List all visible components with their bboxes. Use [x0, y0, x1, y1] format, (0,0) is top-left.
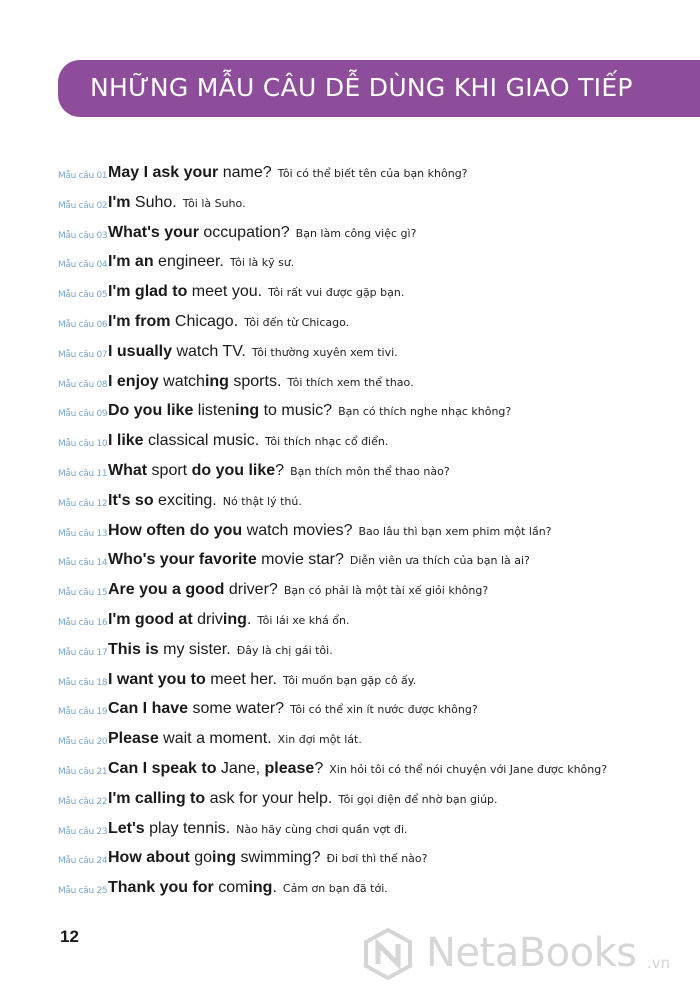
english-sentence [108, 224, 290, 241]
english-sentence [108, 462, 284, 479]
sentence-text [108, 700, 478, 718]
sentence-number: Mẫu câu 10 [58, 439, 108, 450]
key-phrase: I'm glad to [108, 283, 188, 301]
sentence-number: Mẫu câu 05 [58, 290, 108, 301]
sentence-number: Mẫu câu 12 [58, 498, 108, 509]
sentence-number: Mẫu câu 13 [58, 528, 108, 539]
english-sentence [108, 283, 262, 300]
sentence-row [0, 371, 700, 401]
sentence-text [108, 760, 607, 778]
vietnamese-translation: Tôi rất vui được gặp bạn. [268, 286, 405, 300]
key-phrase: Do you like [108, 402, 194, 420]
sentence-row [0, 520, 700, 550]
sentence-text [108, 224, 416, 242]
sentence-row [0, 281, 700, 311]
english-sentence [108, 820, 230, 837]
vietnamese-translation: Tôi lái xe khá ổn. [257, 613, 350, 627]
sentence-text [108, 283, 404, 301]
key-phrase: How often do you [108, 521, 243, 539]
key-phrase: Please [108, 730, 159, 748]
vietnamese-translation: Tôi có thể xin ít nước được không? [290, 703, 478, 717]
sentence-row [0, 341, 700, 371]
sentence-text [108, 253, 294, 271]
english-sentence [108, 700, 284, 717]
sentence-text [108, 313, 349, 331]
sentence-row [0, 251, 700, 281]
english-sentence [108, 313, 238, 330]
key-phrase: ing [212, 849, 237, 867]
key-phrase: ing [204, 372, 229, 390]
sentence-fragment: exciting. [153, 491, 217, 509]
sentence-text [108, 849, 428, 867]
vietnamese-translation: Tôi là kỹ sư. [229, 256, 295, 270]
english-sentence [108, 194, 177, 211]
sentence-number: Mẫu câu 03 [58, 230, 108, 241]
key-phrase: ing [248, 879, 273, 897]
sentence-fragment: driver? [224, 581, 278, 599]
sentence-number: Mẫu câu 04 [58, 260, 108, 271]
sentence-row [0, 847, 700, 877]
english-sentence [108, 611, 251, 628]
sentence-text [108, 879, 388, 897]
key-phrase: What's your [108, 223, 199, 241]
vietnamese-translation: Bạn có thích nghe nhạc không? [338, 405, 512, 419]
vietnamese-translation: Tôi thường xuyên xem tivi. [251, 345, 398, 359]
sentence-row [0, 639, 700, 669]
key-phrase: It's so [108, 491, 154, 509]
sentence-fragment: . [246, 610, 252, 628]
english-sentence [108, 343, 246, 360]
key-phrase: I'm calling to [108, 789, 206, 807]
vietnamese-translation: Tôi thích nhạc cổ điển. [265, 435, 389, 449]
sentence-fragment: engineer. [153, 253, 224, 271]
sentence-text [108, 551, 530, 569]
sentence-number: Mẫu câu 09 [58, 409, 108, 420]
sentence-text [108, 522, 552, 540]
sentence-fragment: sports. [228, 372, 282, 390]
sentence-fragment: name? [218, 164, 272, 181]
sentence-text [108, 164, 468, 182]
sentence-row [0, 818, 700, 848]
english-sentence [108, 522, 352, 539]
sentence-number: Mẫu câu 19 [58, 707, 108, 718]
sentence-fragment: driv [192, 610, 223, 628]
sentence-fragment: ask for your help. [205, 789, 333, 807]
sentence-text [108, 194, 246, 212]
sentence-text [108, 790, 498, 808]
publisher-logo [362, 924, 692, 988]
english-sentence [108, 164, 272, 181]
sentence-number: Mẫu câu 02 [58, 200, 108, 211]
english-sentence [108, 551, 344, 568]
sentence-number: Mẫu câu 01 [58, 171, 108, 181]
sentence-row [0, 162, 700, 192]
sentence-row [0, 609, 700, 639]
sentence-fragment: ? [314, 759, 324, 777]
sentence-fragment: Chicago. [170, 312, 239, 330]
sentence-number: Mẫu câu 14 [58, 558, 108, 569]
sentence-text [108, 462, 450, 480]
vietnamese-translation: Bạn thích môn thể thao nào? [290, 464, 450, 478]
english-sentence [108, 730, 272, 747]
key-phrase: ing [222, 610, 247, 628]
key-phrase: I want you to [108, 670, 206, 688]
sentence-fragment: some water? [188, 700, 285, 718]
sentence-row [0, 579, 700, 609]
sentence-number: Mẫu câu 08 [58, 379, 108, 390]
english-sentence [108, 581, 278, 598]
sentence-number: Mẫu câu 22 [58, 796, 108, 807]
vietnamese-translation: Bạn có phải là một tài xế giỏi không? [283, 584, 489, 598]
vietnamese-translation: Xin đợi một lát. [277, 733, 362, 747]
sentence-fragment: my sister. [158, 640, 231, 658]
sentence-fragment: movie star? [256, 551, 344, 569]
sentence-row [0, 788, 700, 818]
sentence-text [108, 343, 398, 361]
sentence-number: Mẫu câu 17 [58, 647, 108, 658]
key-phrase: I enjoy [108, 372, 159, 390]
sentence-text [108, 432, 388, 450]
sentence-number: Mẫu câu 15 [58, 588, 108, 599]
sentence-fragment: play tennis. [144, 819, 231, 837]
sentence-number: Mẫu câu 16 [58, 617, 108, 628]
key-phrase: Thank you for [108, 879, 214, 897]
logo-text: NetaBooks [426, 930, 637, 976]
key-phrase: This is [108, 640, 159, 658]
sentence-row [0, 460, 700, 490]
sentence-row [0, 490, 700, 520]
sentence-row [0, 698, 700, 728]
sentence-fragment: watch movies? [242, 521, 353, 539]
sentence-fragment: . [272, 879, 277, 897]
vietnamese-translation: Nó thật lý thú. [222, 494, 302, 508]
english-sentence [108, 373, 281, 390]
english-sentence [108, 641, 231, 658]
page-number: 12 [60, 927, 79, 946]
sentence-number: Mẫu câu 23 [58, 826, 108, 837]
key-phrase: I'm an [108, 253, 154, 271]
sentence-number: Mẫu câu 21 [58, 766, 108, 777]
key-phrase: please [264, 759, 315, 777]
key-phrase: I'm from [108, 312, 171, 330]
key-phrase: I'm [108, 193, 131, 211]
sentence-number: Mẫu câu 06 [58, 319, 108, 330]
sentence-text [108, 820, 408, 838]
page-title: NHỮNG MẪU CÂU DỄ DÙNG KHI GIAO TIẾP [90, 73, 633, 102]
vietnamese-translation: Đi bơi thì thế nào? [326, 852, 428, 866]
sentence-list [0, 162, 700, 907]
sentence-fragment: Suho. [130, 193, 177, 211]
sentence-row [0, 222, 700, 252]
key-phrase: ing [235, 402, 260, 420]
netabooks-logo-icon [362, 928, 414, 980]
sentence-fragment: go [189, 849, 213, 867]
sentence-fragment: ? [275, 461, 285, 479]
sentence-row [0, 728, 700, 758]
english-sentence [108, 492, 217, 509]
sentence-fragment: classical music. [143, 432, 260, 450]
sentence-fragment: watch [158, 372, 205, 390]
english-sentence [108, 849, 320, 866]
sentence-row [0, 430, 700, 460]
key-phrase: How about [108, 849, 190, 867]
sentence-text [108, 641, 333, 659]
sentence-row [0, 400, 700, 430]
vietnamese-translation: Tôi thích xem thể thao. [287, 375, 414, 389]
key-phrase: I usually [108, 342, 173, 360]
sentence-text [108, 373, 414, 391]
sentence-text [108, 671, 416, 689]
key-phrase: Who's your favorite [108, 551, 257, 569]
sentence-number: Mẫu câu 07 [58, 349, 108, 360]
sentence-fragment: listen [193, 402, 236, 420]
logo-suffix: .vn [647, 954, 671, 972]
key-phrase: Can I speak to [108, 759, 217, 777]
sentence-number: Mẫu câu 18 [58, 677, 108, 688]
english-sentence [108, 402, 332, 419]
sentence-text [108, 402, 511, 420]
sentence-text [108, 581, 488, 599]
vietnamese-translation: Đây là chị gái tôi. [236, 643, 333, 657]
vietnamese-translation: Bao lâu thì bạn xem phim một lần? [358, 524, 552, 538]
sentence-fragment: Jane, [216, 759, 265, 777]
sentence-row [0, 669, 700, 699]
vietnamese-translation: Tôi gọi điện để nhờ bạn giúp. [338, 792, 498, 806]
sentence-fragment: occupation? [198, 223, 290, 241]
sentence-text [108, 611, 350, 629]
sentence-number: Mẫu câu 24 [58, 856, 108, 867]
sentence-number: Mẫu câu 20 [58, 737, 108, 748]
vietnamese-translation: Diễn viên ưa thích của bạn là ai? [349, 554, 530, 568]
english-sentence [108, 760, 323, 777]
sentence-text [108, 492, 302, 510]
key-phrase: What [108, 461, 148, 479]
sentence-row [0, 758, 700, 788]
sentence-row [0, 311, 700, 341]
sentence-row [0, 549, 700, 579]
vietnamese-translation: Cảm ơn bạn đã tới. [282, 882, 388, 896]
key-phrase: Are you a good [108, 581, 225, 599]
vietnamese-translation: Nào hãy cùng chơi quần vợt đi. [236, 822, 408, 836]
vietnamese-translation: Tôi có thể biết tên của bạn không? [277, 167, 468, 180]
vietnamese-translation: Tôi muốn bạn gặp cô ấy. [282, 673, 417, 687]
key-phrase: I like [108, 432, 144, 450]
english-sentence [108, 253, 224, 270]
sentence-text [108, 730, 362, 748]
english-sentence [108, 790, 332, 807]
vietnamese-translation: Bạn làm công việc gì? [295, 226, 417, 240]
sentence-fragment: wait a moment. [158, 730, 272, 748]
sentence-fragment: sport [147, 461, 192, 479]
header-banner [58, 60, 700, 117]
key-phrase: do you like [191, 461, 276, 479]
sentence-fragment: com [213, 879, 249, 897]
key-phrase: Can I have [108, 700, 189, 718]
key-phrase: I'm good at [108, 610, 193, 628]
vietnamese-translation: Tôi là Suho. [182, 196, 246, 210]
key-phrase: May I ask your [108, 164, 219, 181]
key-phrase: Let's [108, 819, 145, 837]
sentence-fragment: to music? [259, 402, 333, 420]
sentence-fragment: meet you. [187, 283, 263, 301]
sentence-number: Mẫu câu 11 [58, 468, 108, 479]
english-sentence [108, 671, 277, 688]
sentence-fragment: meet her. [205, 670, 277, 688]
sentence-number: Mẫu câu 25 [58, 886, 108, 897]
sentence-row [0, 877, 700, 907]
sentence-fragment: swimming? [236, 849, 321, 867]
sentence-fragment: watch TV. [172, 342, 246, 360]
vietnamese-translation: Xin hỏi tôi có thể nói chuyện với Jane được không? [329, 762, 608, 776]
english-sentence [108, 432, 259, 449]
english-sentence [108, 879, 277, 896]
vietnamese-translation: Tôi đến từ Chicago. [244, 315, 350, 329]
sentence-row [0, 192, 700, 222]
